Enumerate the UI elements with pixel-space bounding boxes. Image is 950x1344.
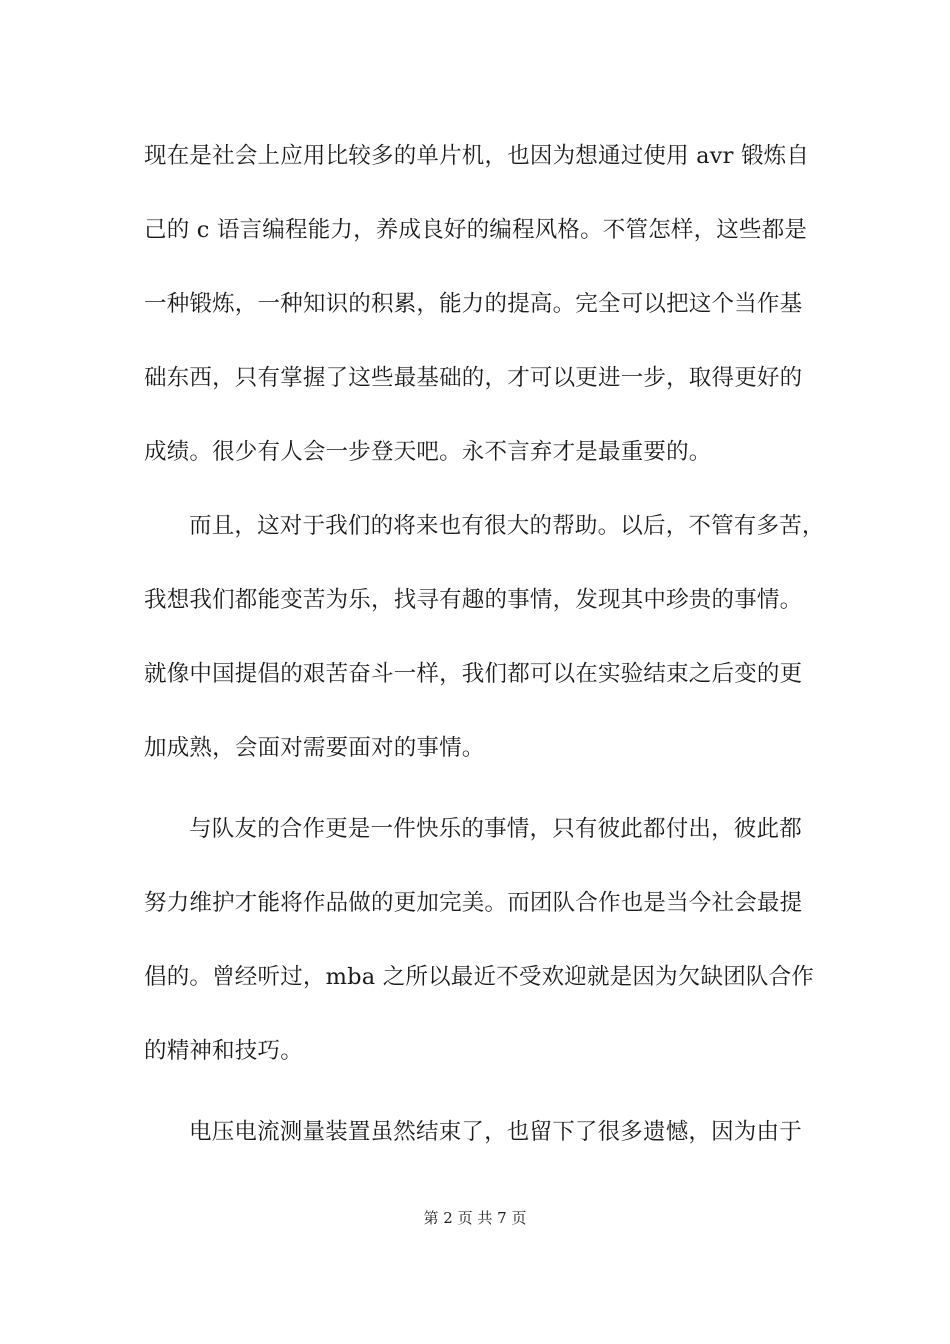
text-line: 我想我们都能变苦为乐，找寻有趣的事情，发现其中珍贵的事情。	[144, 587, 803, 613]
text-line: 础东西，只有掌握了这些最基础的，才可以更进一步，取得更好的	[144, 365, 803, 391]
text-line: 倡的。曾经听过，mba 之所以最近不受欢迎就是因为欠缺团队合作	[144, 964, 815, 990]
paragraph-first-line: 与队友的合作更是一件快乐的事情，只有彼此都付出，彼此都	[189, 816, 802, 842]
paragraph-first-line: 而且，这对于我们的将来也有很大的帮助。以后，不管有多苦，	[189, 513, 825, 539]
text-line: 一种锻炼，一种知识的积累，能力的提高。完全可以把这个当作基	[144, 291, 803, 317]
text-line: 现在是社会上应用比较多的单片机，也因为想通过使用 avr 锻炼自	[144, 143, 810, 169]
paragraph-first-line: 电压电流测量装置虽然结束了，也留下了很多遗憾，因为由于	[189, 1119, 802, 1145]
text-line: 成绩。很少有人会一步登天吧。永不言弃才是最重要的。	[144, 439, 712, 465]
text-line: 的精神和技巧。	[144, 1038, 303, 1064]
page-number-footer: 第 2 页 共 7 页	[423, 1209, 527, 1227]
text-line: 就像中国提倡的艰苦奋斗一样，我们都可以在实验结束之后变的更	[144, 661, 803, 687]
text-line: 己的 c 语言编程能力，养成良好的编程风格。不管怎样，这些都是	[144, 217, 808, 243]
text-line: 加成熟，会面对需要面对的事情。	[144, 735, 485, 761]
text-line: 努力维护才能将作品做的更加完美。而团队合作也是当今社会最提	[144, 890, 803, 916]
